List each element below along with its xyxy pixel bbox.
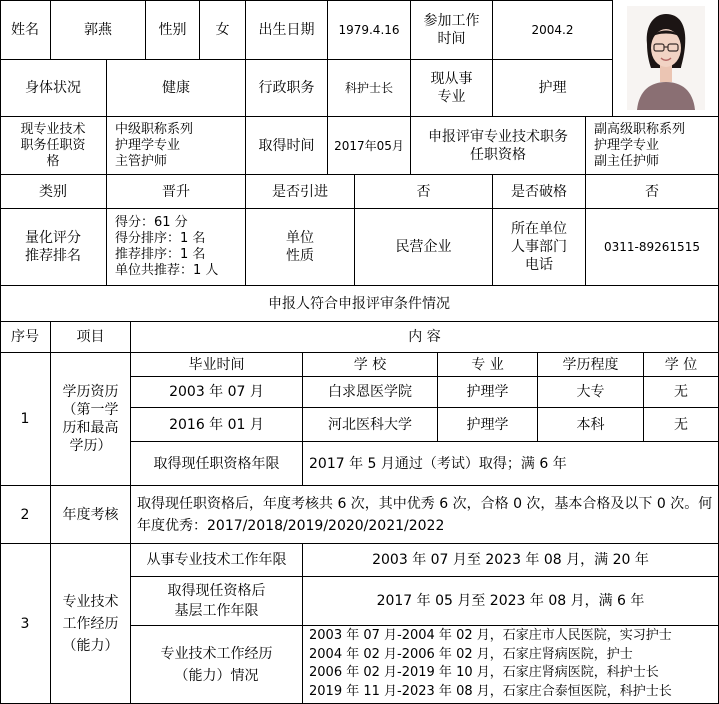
- score-label: 量化评分 推荐排名: [0, 209, 107, 286]
- edu-row2-time: 2016 年 01 月: [131, 408, 303, 442]
- work-start-label: 参加工作 时间: [411, 0, 493, 60]
- section-title: 申报人符合申报评审条件情况: [0, 286, 719, 322]
- history-entry: 2004 年 02 月-2006 年 02 月，石家庄肾病医院，护士: [309, 646, 633, 662]
- edu-row2-level: 本科: [538, 408, 644, 442]
- introduced-label: 是否引进: [246, 175, 355, 209]
- work-history-label: 专业技术工作经历 （能力）情况: [131, 626, 303, 704]
- admin-label: 行政职务: [246, 60, 328, 117]
- birth-label: 出生日期: [246, 0, 328, 60]
- unit-nature-value: 民营企业: [355, 209, 493, 286]
- edu-header-school: 学 校: [303, 353, 438, 377]
- health-value: 健康: [107, 60, 246, 117]
- hr-phone-label: 所在单位 人事部门 电话: [493, 209, 586, 286]
- apply-title-label: 申报评审专业技术职务 任职资格: [411, 117, 586, 175]
- edu-row1-degree: 无: [644, 377, 719, 408]
- edu-header-time: 毕业时间: [131, 353, 303, 377]
- work-years-value: 2003 年 07 月至 2023 年 08 月，满 20 年: [303, 544, 719, 577]
- edu-row2-degree: 无: [644, 408, 719, 442]
- job-label: 现从事 专业: [411, 60, 493, 117]
- history-entry: 2006 年 02 月-2019 年 10 月，石家庄肾病医院，科护士长: [309, 665, 659, 680]
- work-label: 专业技术 工作经历 （能力）: [51, 544, 131, 704]
- work-history-list: [303, 626, 719, 704]
- edu-years-value: 2017 年 5 月通过（考试）取得；满 6 年: [303, 442, 719, 486]
- exception-value: 否: [586, 175, 719, 209]
- job-value: 护理: [493, 60, 613, 117]
- edu-row2-school: 河北医科大学: [303, 408, 438, 442]
- edu-row1-major: 护理学: [438, 377, 538, 408]
- portrait-image: [627, 6, 705, 110]
- work-years-label: 从事专业技术工作年限: [131, 544, 303, 577]
- hr-phone-value: 0311-89261515: [586, 209, 719, 286]
- work-basic-value: 2017 年 05 月至 2023 年 08 月，满 6 年: [303, 577, 719, 626]
- edu-header-level: 学历程度: [538, 353, 644, 377]
- current-title-label: 现专业技术 职务任职资 格: [0, 117, 107, 175]
- obtain-time-value: 2017年05月: [328, 117, 411, 175]
- history-entry: 2019 年 11 月-2023 年 08 月，石家庄合泰恒医院，科护士长: [309, 683, 672, 699]
- edu-row1-time: 2003 年 07 月: [131, 377, 303, 408]
- edu-row1-level: 大专: [538, 377, 644, 408]
- work-no: 3: [0, 544, 51, 704]
- applicant-photo: [613, 0, 719, 117]
- work-start-value: 2004.2: [493, 0, 613, 60]
- gender-label: 性别: [146, 0, 200, 60]
- edu-row1-school: 白求恩医学院: [303, 377, 438, 408]
- edu-row2-major: 护理学: [438, 408, 538, 442]
- header-item: 项目: [51, 322, 131, 353]
- annual-text: 取得现任职资格后，年度考核共 6 次，其中优秀 6 次，合格 0 次，基本合格及以下 0 次。何年度优秀：2017/2018/2019/2020/2021/2022: [131, 486, 719, 544]
- exception-label: 是否破格: [493, 175, 586, 209]
- edu-header-degree: 学 位: [644, 353, 719, 377]
- current-title-value: 中级职称系列 护理学专业 主管护师: [107, 117, 246, 175]
- name-label: 姓名: [0, 0, 51, 60]
- unit-nature-label: 单位 性质: [246, 209, 355, 286]
- edu-years-label: 取得现任职资格年限: [131, 442, 303, 486]
- edu-label: 学历资历 （第一学 历和最高 学历）: [51, 353, 131, 486]
- annual-label: 年度考核: [51, 486, 131, 544]
- apply-title-value: 副高级职称系列 护理学专业 副主任护师: [586, 117, 719, 175]
- obtain-time-label: 取得时间: [246, 117, 328, 175]
- history-entry: 2003 年 07 月-2004 年 02 月，石家庄市人民医院，实习护士: [309, 628, 672, 643]
- gender-value: 女: [200, 0, 246, 60]
- header-no: 序号: [0, 322, 51, 353]
- introduced-value: 否: [355, 175, 493, 209]
- header-content: 内 容: [131, 322, 719, 353]
- work-basic-label: 取得现任资格后 基层工作年限: [131, 577, 303, 626]
- category-value: 晋升: [107, 175, 246, 209]
- health-label: 身体状况: [0, 60, 107, 117]
- birth-value: 1979.4.16: [328, 0, 411, 60]
- category-label: 类别: [0, 175, 107, 209]
- name-value: 郭燕: [51, 0, 146, 60]
- admin-value: 科护士长: [328, 60, 411, 117]
- edu-header-major: 专 业: [438, 353, 538, 377]
- score-detail: 得分：61 分 得分排序：1 名 推荐排序：1 名 单位共推荐：1 人: [107, 209, 246, 286]
- annual-no: 2: [0, 486, 51, 544]
- edu-no: 1: [0, 353, 51, 486]
